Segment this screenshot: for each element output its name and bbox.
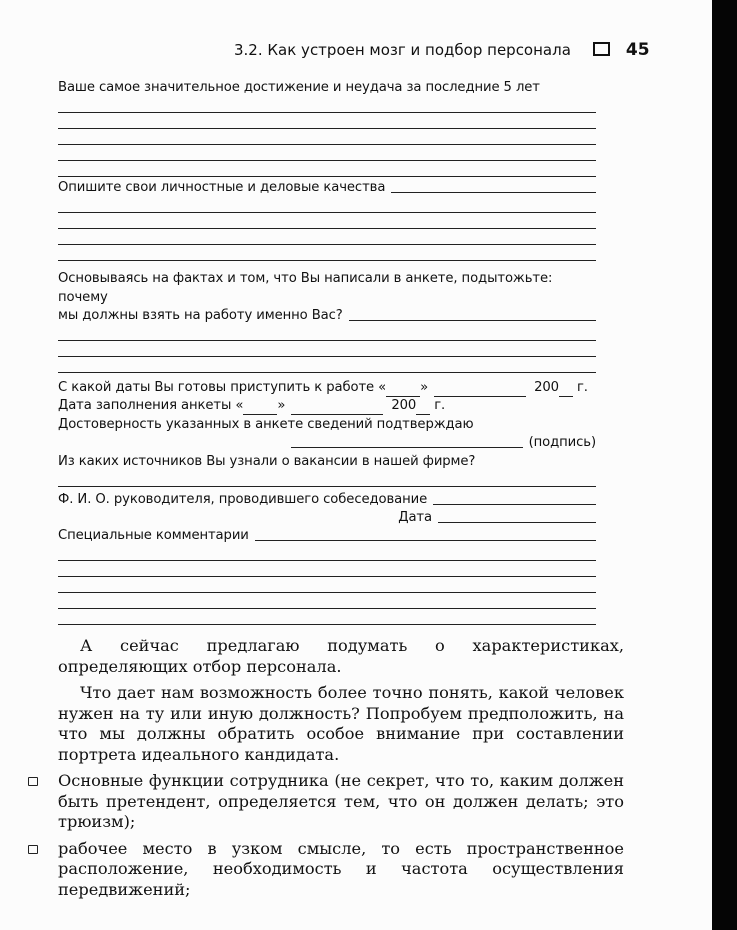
- question-achievement: Ваше самое значительное достижение и неудача за последние 5 лет: [58, 80, 540, 95]
- body-text: [58, 636, 624, 900]
- signature-field[interactable]: [291, 447, 523, 448]
- answer-line[interactable]: [58, 577, 596, 593]
- answer-line[interactable]: [58, 161, 596, 177]
- answer-line[interactable]: [58, 197, 596, 213]
- checkbox-bullet-icon: [28, 845, 38, 854]
- confirm-label: Достоверность указанных в анкете сведений подтверждаю: [58, 417, 474, 432]
- answer-line[interactable]: [391, 191, 596, 193]
- running-header: [234, 40, 650, 60]
- interviewer-field[interactable]: [433, 503, 596, 505]
- list-item-text: рабочее место в узком смысле, то есть пространственное расположение, необходимость и частота осуществления передвижений;: [58, 838, 624, 899]
- answer-line[interactable]: [58, 341, 596, 357]
- date-field[interactable]: [438, 522, 596, 523]
- date-label: Дата: [398, 510, 432, 525]
- scan-edge: [712, 0, 737, 930]
- comments-row: [58, 527, 596, 545]
- fill-date-label: Дата заполнения анкеты «: [58, 398, 244, 413]
- answer-line[interactable]: [58, 145, 596, 161]
- answer-line[interactable]: [58, 97, 596, 113]
- question-summary-2: мы должны взять на работу именно Вас?: [58, 308, 343, 323]
- year-prefix: 200: [391, 398, 417, 413]
- answer-line[interactable]: [58, 325, 596, 341]
- list-item: [58, 771, 624, 833]
- answer-line[interactable]: [58, 357, 596, 373]
- question-summary-1: Основываясь на фактах и том, что Вы написали в анкете, подытожьте: почему: [58, 271, 553, 305]
- answer-line[interactable]: [58, 609, 596, 625]
- date-row: [58, 509, 596, 527]
- start-date-label: С какой даты Вы готовы приступить к работе «: [58, 380, 387, 395]
- quote-close: »: [277, 398, 286, 413]
- paragraph: А сейчас предлагаю подумать о характеристиках, определяющих отбор персонала.: [58, 636, 624, 676]
- questionnaire-form: [58, 78, 596, 625]
- comments-label: Специальные комментарии: [58, 528, 249, 543]
- month-field[interactable]: [434, 396, 526, 397]
- answer-line[interactable]: [58, 545, 596, 561]
- interviewer-row: [58, 491, 596, 509]
- answer-line[interactable]: [58, 245, 596, 261]
- year-field[interactable]: [559, 396, 573, 397]
- answer-line[interactable]: [58, 229, 596, 245]
- list-item: [58, 839, 624, 901]
- year-suffix: г.: [434, 398, 446, 413]
- year-suffix: г.: [576, 380, 588, 395]
- answer-line[interactable]: [349, 319, 596, 321]
- signature-label: (подпись): [528, 435, 596, 450]
- fill-date-row: [58, 397, 596, 415]
- question-qualities-row: [58, 179, 596, 197]
- question-qualities: Опишите свои личностные и деловые качества: [58, 180, 386, 195]
- paragraph: Что дает нам возможность более точно понять, какой человек нужен на ту или иную должность? Попробуем предположить, на что мы должны обратить особое внимание при составлении портрета идеального кандидата.: [58, 683, 624, 764]
- answer-line[interactable]: [58, 593, 596, 609]
- answer-line[interactable]: [58, 561, 596, 577]
- comments-field[interactable]: [255, 539, 596, 541]
- interviewer-label: Ф. И. О. руководителя, проводившего собеседование: [58, 492, 428, 507]
- sources-label: Из каких источников Вы узнали о вакансии в нашей фирме?: [58, 454, 476, 469]
- answer-line[interactable]: [58, 213, 596, 229]
- question-summary-row: [58, 307, 596, 325]
- section-title: 3.2. Как устроен мозг и подбор персонала: [234, 41, 571, 59]
- page-number: 45: [625, 40, 650, 60]
- answer-line[interactable]: [58, 471, 596, 487]
- start-date-row: [58, 379, 596, 397]
- answer-line[interactable]: [58, 113, 596, 129]
- quote-close: »: [420, 380, 429, 395]
- answer-line[interactable]: [58, 129, 596, 145]
- signature-row: [58, 434, 596, 452]
- checkbox-icon: [593, 42, 610, 56]
- list-item-text: Основные функции сотрудника (не секрет, что то, каким должен быть претендент, определяется тем, что он должен делать; это трюизм);: [58, 771, 624, 831]
- year-prefix: 200: [534, 380, 559, 395]
- checkbox-bullet-icon: [28, 777, 38, 786]
